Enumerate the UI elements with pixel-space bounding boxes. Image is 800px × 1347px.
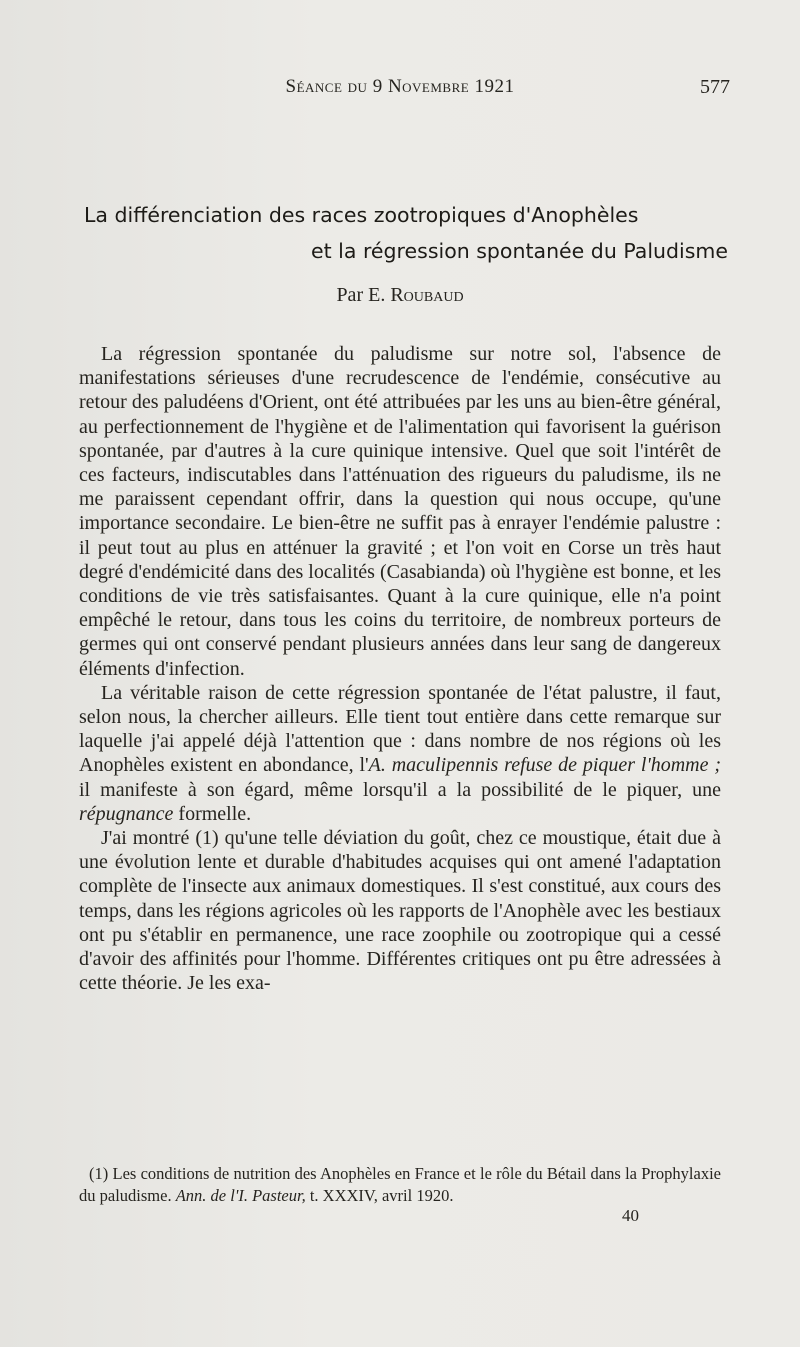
footnote-journal: Ann. de l'I. Pasteur, [175,1186,306,1205]
page-number: 577 [700,76,730,98]
paragraph-3 [79,826,721,995]
article-title-line-2: et la régression spontanée du Paludisme [311,239,728,263]
footnote-text-b: t. XXXIV, avril 1920. [305,1186,454,1205]
paragraph-2-text-c: formelle. [173,802,252,825]
byline [0,284,800,307]
paragraph-2-emphasis-b: répugnance [79,802,174,825]
paragraph-2 [79,681,721,826]
article-title-line-1: La différenciation des races zootropiques d'Anophèles [84,203,639,227]
running-title: Séance du 9 Novembre 1921 [285,76,515,97]
article-title [84,197,730,269]
paragraph-3-text: J'ai montré (1) qu'une telle déviation du goût, chez ce moustique, était due à une évolution lente et durable d'habitudes acquises qui ont amené l'adaptation complète de l'insecte aux animaux domestiques. Il s'est constitué, aux cours des temps, dans les régions agricoles où les rapports de l'Anophèle avec les bestiaux ont pu s'établir en permanence, une race zoophile ou zootropique qui a cessé d'avoir des affinités pour l'homme. Différentes critiques ont pu être adressées à cette théorie. Je les exa- [79,827,721,995]
article-body [79,342,721,995]
footnote-1 [79,1163,721,1207]
paragraph-1-text: La régression spontanée du paludisme sur notre sol, l'absence de manifestations sérieuses d'une recrudescence de l'endémie, consécutive au retour des paludéens d'Orient, ont été attribuées par les uns au bien-être général, au perfectionnement de l'hygiène et de l'alimentation qui favorisent la guérison spontanée, par d'autres à la cure quinique intensive. Quel que soit l'intérêt de ces facteurs, indiscutables dans l'atténuation des rigueurs du paludisme, ils ne me paraissent cependant offrir, dans la question qui nous occupe, qu'une importance secondaire. Le bien-être ne suffit pas à enrayer l'endémie palustre : il peut tout au plus en atténuer la gravité ; et l'on voit en Corse un très haut degré d'endémicité dans des localités (Casabianda) où l'hygiène est bonne, et les conditions de vie très satisfaisantes. Quant à la cure quinique, elle n'a point empêché le retour, dans tous les coins du territoire, de nombreux porteurs de germes qui ont conservé pendant plusieurs années dans leur sang de dangereux éléments d'infection. [79,343,721,680]
paragraph-2-text-a: La véritable raison de cette régression spontanée de l'état palustre, il faut, selon nous, la chercher ailleurs. Elle tient tout entière dans cette remarque sur laquelle j'ai appelé déjà l'attention que : dans nombre de nos régions où les Anophèles existent en abondance, l' [79,681,721,777]
running-head [0,76,800,104]
signature-mark: 40 [622,1206,639,1225]
footnote [79,1163,721,1207]
byline-prefix: Par E. [336,284,386,306]
paragraph-2-emphasis-a: A. maculipennis refuse de piquer l'homme ; [368,754,722,777]
paragraph-2-text-b: il manifeste à son égard, même lorsqu'il a la possibilité de le piquer, une [79,778,721,801]
footnote-text-a: (1) Les conditions de nutrition des Anophèles en France et le rôle du Bétail dans la Prophylaxie du paludisme. [79,1164,721,1205]
paragraph-1 [79,342,721,681]
author-name: Roubaud [390,284,464,306]
